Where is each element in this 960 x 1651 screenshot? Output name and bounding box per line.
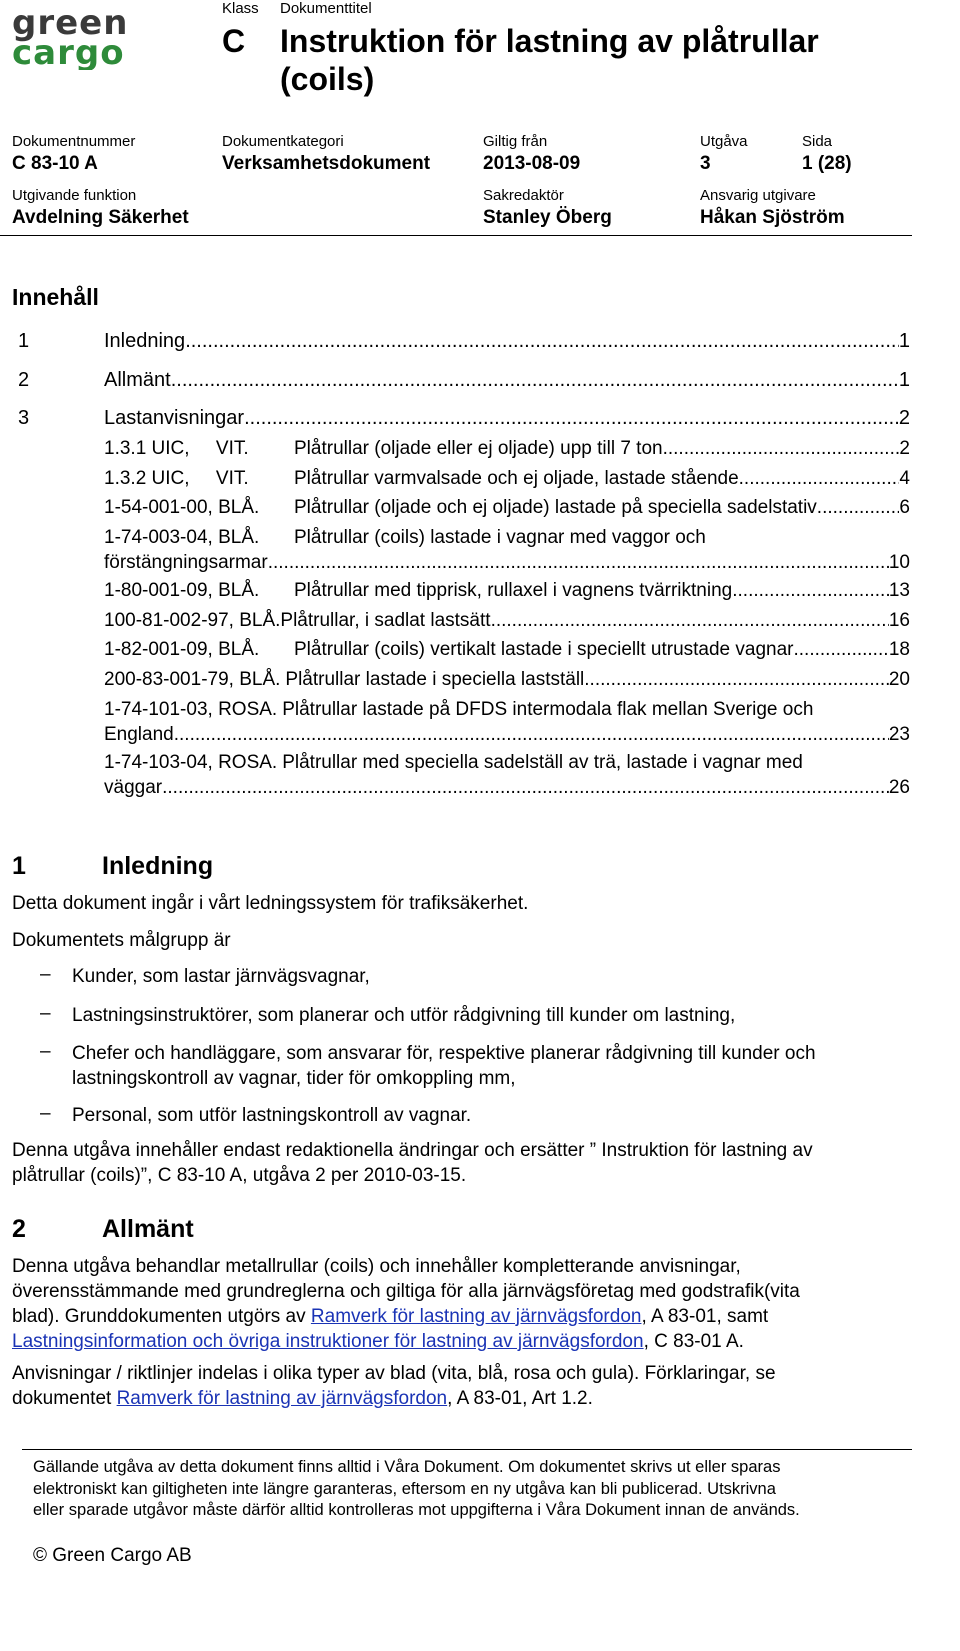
edition-value: 3 (700, 153, 711, 174)
toc-dots (584, 667, 889, 692)
link-ramverk-2[interactable]: Ramverk för lastning av järnvägsfordon (116, 1388, 448, 1409)
section1-p1: Detta dokument ingår i vårt ledningssystem för trafiksäkerhet. (12, 893, 529, 914)
toc-sub-page: 26 (888, 777, 910, 798)
toc-dots (244, 405, 899, 431)
doc-title-label: Dokumenttitel (280, 0, 372, 17)
toc-sub-entry-8[interactable] (104, 667, 910, 692)
toc-sub-entry-5[interactable] (104, 578, 910, 603)
section2-p1-line2: överensstämmande med grundreglerna och giltiga för alla järnvägsföretag med godstrafik(vita (12, 1281, 800, 1302)
toc-dots (491, 608, 889, 633)
section1-p3-line2: plåtrullar (coils)”, C 83-10 A, utgåva 2 per 2010-03-15. (12, 1165, 467, 1186)
doc-title-line2: (coils) (280, 61, 375, 97)
toc-dots (162, 775, 889, 800)
toc-sub-entry-1[interactable] (104, 436, 910, 461)
toc-sub-entry-2[interactable] (104, 466, 910, 491)
toc-entry-num: 3 (18, 407, 30, 429)
section2-p2-line1: Anvisningar / riktlinjer indelas i olika typer av blad (vita, blå, rosa och gula). Förklaringar, se (12, 1363, 776, 1384)
section2-p1-line3-pre: blad). Grunddokumenten utgörs av (12, 1306, 311, 1327)
bullet-marker: – (40, 964, 51, 985)
doc-title (280, 22, 940, 98)
toc-sub-entry-4[interactable] (104, 525, 910, 575)
toc-entry-text: Lastanvisningar (104, 407, 245, 429)
svg-text:green: green (12, 4, 129, 43)
toc-sub-text: Plåtrullar lastade i speciella lastställ (285, 669, 585, 690)
toc-sub-text: Plåtrullar varmvalsade och ej oljade, lastade stående (294, 468, 739, 489)
section2-p1-line1: Denna utgåva behandlar metallrullar (coils) och innehåller kompletterande anvisningar, (12, 1256, 741, 1277)
toc-sub-code: 1-54-001-00, BLÅ. (104, 497, 260, 518)
bullet-item-3-line1: Chefer och handläggare, som ansvarar för, respektive planerar rådgivning till kunder och (72, 1043, 816, 1064)
section1-p3-line1: Denna utgåva innehåller endast redaktionella ändringar och ersätter ” Instruktion för lastning av (12, 1140, 813, 1161)
toc-dots (794, 637, 889, 662)
toc-sub-page: 2 (899, 438, 910, 459)
toc-sub-text2: väggar (104, 777, 163, 798)
toc-sub-code: 1-74-101-03, ROSA. (104, 699, 278, 720)
toc-sub-page: 13 (888, 580, 910, 601)
toc-sub-code: 1.3.2 UIC, VIT. (104, 468, 249, 489)
toc-sub-entry-9[interactable] (104, 697, 910, 747)
valid-from-value: 2013-08-09 (483, 153, 581, 174)
toc-sub-code: 1-82-001-09, BLÅ. (104, 639, 260, 660)
toc-dots (268, 550, 889, 575)
section2-p2-line2 (12, 1386, 952, 1411)
green-cargo-logo (10, 4, 178, 70)
bullet-item-1: Kunder, som lastar järnvägsvagnar, (72, 966, 370, 987)
toc-sub-text2: England (104, 724, 174, 745)
toc-sub-text: Plåtrullar (coils) vertikalt lastade i speciellt utrustade vagnar (294, 639, 794, 660)
toc-sub-text2: förstängningsarmar (104, 552, 268, 573)
toc-sub-page: 16 (888, 610, 910, 631)
page-label: Sida (802, 133, 833, 150)
toc-sub-text: Plåtrullar lastade på DFDS intermodala flak mellan Sverige och (282, 699, 814, 720)
section2-p2-line2-pre: dokumentet (12, 1388, 117, 1409)
toc-entry-2[interactable] (18, 367, 910, 393)
toc-heading: Innehåll (12, 284, 99, 310)
link-ramverk[interactable]: Ramverk för lastning av järnvägsfordon (310, 1306, 642, 1327)
section2-p1-line4-post: , C 83-01 A. (643, 1331, 744, 1352)
toc-sub-page: 4 (899, 468, 910, 489)
toc-entry-page: 2 (898, 407, 910, 429)
toc-dots (185, 328, 899, 354)
bullet-item-4: Personal, som utför lastningskontroll av vagnar. (72, 1105, 472, 1126)
toc-dots (739, 466, 900, 491)
toc-sub-page: 6 (899, 497, 910, 518)
doc-number-value: C 83-10 A (12, 153, 98, 174)
toc-entry-page: 1 (898, 369, 910, 391)
toc-sub-text: Plåtrullar (coils) lastade i vagnar med vaggor och (294, 527, 706, 548)
editor-label: Sakredaktör (483, 187, 564, 204)
footer-line2: elektroniskt kan giltigheten inte längre garanteras, eftersom en ny utgåva kan bli publicerad. Utskrivna (33, 1479, 776, 1498)
issuing-function-value: Avdelning Säkerhet (12, 207, 189, 228)
toc-sub-text: Plåtrullar med speciella sadelställ av trä, lastade i vagnar med (282, 752, 803, 773)
bullet-marker: – (40, 1103, 51, 1124)
toc-entry-1[interactable] (18, 328, 910, 354)
doc-category-value: Verksamhetsdokument (222, 153, 431, 174)
footer-copyright: © Green Cargo AB (33, 1545, 192, 1566)
footer-line3: eller sparade utgåvor måste därför alltid kontrolleras mot uppgifterna i Våra Dokument innan de används. (33, 1501, 800, 1519)
doc-number-label: Dokumentnummer (12, 133, 136, 150)
bullet-item-3-line2: lastningskontroll av vagnar, tider för omkoppling mm, (72, 1068, 516, 1089)
doc-title-line1: Instruktion för lastning av plåtrullar (280, 23, 819, 59)
toc-dots (732, 578, 889, 603)
footer-line1: Gällande utgåva av detta dokument finns alltid i Våra Dokument. Om dokumentet skrivs ut eller sparas (33, 1458, 781, 1476)
toc-entry-3[interactable] (18, 405, 910, 431)
green-cargo-logo-icon (10, 4, 178, 70)
header-divider (0, 235, 912, 236)
toc-sub-entry-10[interactable] (104, 750, 910, 800)
toc-sub-code: 200-83-001-79, BLÅ. (104, 669, 281, 690)
toc-dots (663, 436, 900, 461)
toc-entry-num: 2 (18, 369, 30, 391)
toc-dots (174, 722, 889, 747)
editor-value: Stanley Öberg (483, 207, 612, 228)
valid-from-label: Giltig från (483, 133, 548, 150)
section1-p3 (12, 1138, 952, 1188)
publisher-label: Ansvarig utgivare (700, 187, 816, 204)
toc-entry-num: 1 (18, 330, 30, 352)
link-lastningsinformation[interactable]: Lastningsinformation och övriga instruktioner för lastning av järnvägsfordon (12, 1331, 644, 1352)
section1-title: Inledning (102, 852, 214, 880)
section2-p1-line3-post: , A 83-01, samt (641, 1306, 769, 1327)
edition-label: Utgåva (700, 133, 748, 150)
toc-sub-page: 23 (888, 724, 910, 745)
section1-num: 1 (12, 852, 26, 880)
bullet-marker: – (40, 1003, 51, 1024)
toc-sub-code: 1-74-103-04, ROSA. (104, 752, 278, 773)
toc-sub-page: 18 (888, 639, 910, 660)
section2-p2-line2-post: , A 83-01, Art 1.2. (447, 1388, 593, 1409)
section2-p1-line3 (12, 1304, 952, 1329)
toc-sub-page: 10 (888, 552, 910, 573)
section2-title: Allmänt (102, 1215, 194, 1243)
toc-sub-entry-3[interactable] (104, 495, 910, 520)
toc-sub-code: 100-81-002-97, BLÅ. (104, 610, 281, 631)
svg-text:cargo: cargo (12, 33, 125, 70)
page-value: 1 (28) (802, 153, 852, 174)
toc-sub-code: 1.3.1 UIC, VIT. (104, 438, 249, 459)
toc-dots (171, 367, 899, 393)
doc-category-label: Dokumentkategori (222, 133, 344, 150)
toc-sub-entry-7[interactable] (104, 637, 910, 662)
klass-label: Klass (222, 0, 259, 17)
section2-p1 (12, 1254, 952, 1354)
toc-entry-page: 1 (898, 330, 910, 352)
toc-sub-text: Plåtrullar med tipprisk, rullaxel i vagnens tvärriktning (294, 580, 733, 601)
toc-sub-code: 1-80-001-09, BLÅ. (104, 580, 260, 601)
section2-num: 2 (12, 1215, 26, 1243)
section2-p1-line4 (12, 1329, 952, 1354)
toc-sub-text: Plåtrullar, i sadlat lastsätt (280, 610, 491, 631)
section1-p2: Dokumentets målgrupp är (12, 930, 231, 951)
issuing-function-label: Utgivande funktion (12, 187, 137, 204)
bullet-item-3 (72, 1041, 952, 1091)
toc-sub-code: 1-74-003-04, BLÅ. (104, 527, 260, 548)
toc-entry-text: Allmänt (104, 369, 171, 391)
footer-disclaimer (33, 1457, 953, 1522)
toc-entry-text: Inledning (104, 330, 186, 352)
toc-sub-text: Plåtrullar (oljade eller ej oljade) upp till 7 ton (294, 438, 663, 459)
toc-sub-entry-6[interactable] (104, 608, 910, 633)
toc-sub-text: Plåtrullar (oljade och ej oljade) lastade på speciella sadelstativ (294, 497, 817, 518)
toc-sub-page: 20 (888, 669, 910, 690)
publisher-value: Håkan Sjöström (700, 207, 845, 228)
footer-divider (22, 1449, 912, 1450)
bullet-item-2: Lastningsinstruktörer, som planerar och utför rådgivning till kunder om lastning, (72, 1005, 736, 1026)
bullet-marker: – (40, 1041, 51, 1062)
section2-p2 (12, 1361, 952, 1411)
toc-dots (817, 495, 900, 520)
klass-value: C (222, 23, 246, 59)
